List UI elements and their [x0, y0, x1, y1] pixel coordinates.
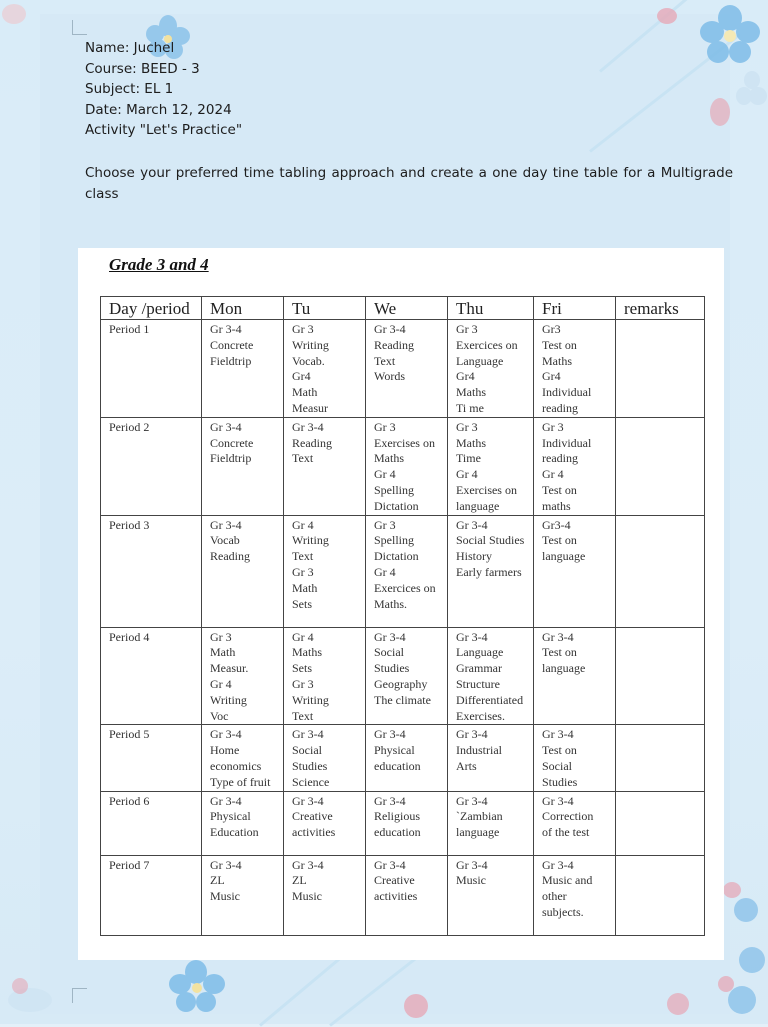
cell-line: Test on: [542, 743, 577, 758]
cell-line: Studies: [292, 758, 328, 773]
cell-line: Test on: [542, 482, 577, 497]
cell-line: Maths: [456, 385, 486, 400]
cell-line: language: [456, 825, 500, 840]
cell-line: Dictation: [374, 549, 419, 564]
cell-line: Gr 4: [292, 629, 314, 644]
tu-cell: [284, 791, 366, 855]
thu-cell: [448, 515, 534, 627]
cell-line: Exercices on: [456, 337, 518, 352]
cell-line: ZL: [292, 873, 307, 888]
cell-line: activities: [292, 825, 336, 840]
cell-line: Vocab: [210, 533, 240, 548]
cell-line: Gr 3-4: [456, 857, 488, 872]
cell-line: Arts: [456, 758, 477, 773]
cell-line: Exercices on: [374, 580, 436, 595]
cell-line: Gr 3-4: [292, 727, 324, 742]
cell-line: Exercises.: [456, 708, 505, 723]
fri-cell: [534, 320, 616, 418]
cell-line: Gr 3-4: [374, 727, 406, 742]
cell-line: Gr 3-4: [456, 793, 488, 808]
column-header: remarks: [616, 297, 705, 320]
course: Course: BEED - 3: [85, 60, 200, 77]
cell-line: Gr 3: [456, 419, 478, 434]
cell-line: `Zambian: [456, 809, 503, 824]
cell-line: Gr 3-4: [374, 793, 406, 808]
cell-line: Gr 3: [210, 629, 232, 644]
cell-line: Gr 3-4: [374, 857, 406, 872]
cell-line: reading: [542, 451, 578, 466]
cell-line: Gr 3: [542, 419, 564, 434]
fri-cell: [534, 725, 616, 791]
table-row: [101, 725, 705, 791]
cell-line: Vocab.: [292, 353, 325, 368]
tu-cell: [284, 515, 366, 627]
cell-line: Individual: [542, 385, 592, 400]
cell-line: reading: [542, 400, 578, 415]
cell-line: Gr 3: [292, 564, 314, 579]
cell-line: Maths: [292, 645, 322, 660]
cell-line: The climate: [374, 692, 431, 707]
cell-line: language: [456, 498, 500, 513]
cell-line: Studies: [374, 661, 410, 676]
fri-cell: [534, 855, 616, 935]
table-row: [101, 855, 705, 935]
cell-line: Test on: [542, 645, 577, 660]
cell-line: Social: [292, 743, 322, 758]
flower-icon: [162, 958, 232, 1018]
corner-mark-icon: [72, 988, 87, 1003]
cell-line: Science: [292, 774, 330, 789]
cell-line: Fieldtrip: [210, 353, 252, 368]
cell-line: economics: [210, 758, 262, 773]
cell-line: Structure: [456, 676, 500, 691]
cell-line: Home: [210, 743, 240, 758]
tu-cell: [284, 855, 366, 935]
cell-line: Math: [292, 385, 318, 400]
cell-line: Dictation: [374, 498, 419, 513]
cell-line: education: [374, 758, 421, 773]
timetable: [100, 296, 705, 936]
cell-line: Math: [292, 580, 318, 595]
cell-line: Geography: [374, 676, 428, 691]
cell-line: Gr3-4: [542, 517, 571, 532]
mon-cell: [202, 725, 284, 791]
cell-line: Exercises on: [374, 435, 435, 450]
remarks-cell: [616, 417, 705, 515]
flower-icon: [396, 988, 436, 1024]
cell-line: Studies: [542, 774, 578, 789]
cell-line: Gr 3-4: [456, 629, 488, 644]
cell-line: Differentiated: [456, 692, 524, 707]
timetable-document: [78, 248, 724, 960]
period-cell: Period 5: [101, 725, 202, 791]
cell-line: Gr 3-4: [542, 629, 574, 644]
flower-icon: [660, 984, 700, 1024]
cell-line: Text: [292, 549, 314, 564]
subject: Subject: EL 1: [85, 81, 174, 97]
cell-line: Gr 3-4: [292, 793, 324, 808]
cell-line: Gr4: [456, 369, 475, 384]
cell-line: Social Studies: [456, 533, 525, 548]
cell-line: Gr 3-4: [456, 517, 488, 532]
period-cell: Period 2: [101, 417, 202, 515]
cell-line: Social: [374, 645, 404, 660]
cell-line: Measur: [292, 400, 328, 415]
cell-line: Gr 4: [210, 676, 232, 691]
cell-line: Gr 3: [456, 322, 478, 336]
flower-icon: [736, 70, 768, 110]
timetable-header-row: [101, 297, 705, 320]
remarks-cell: [616, 515, 705, 627]
thu-cell: [448, 791, 534, 855]
we-cell: [366, 725, 448, 791]
cell-line: Gr 3-4: [210, 793, 242, 808]
cell-line: education: [374, 825, 421, 840]
table-row: [101, 320, 705, 418]
column-header: Mon: [202, 297, 284, 320]
cell-line: Writing: [292, 533, 329, 548]
cell-line: Time: [456, 451, 481, 466]
cell-line: Gr 3-4: [210, 857, 242, 872]
mon-cell: [202, 627, 284, 725]
fri-cell: [534, 417, 616, 515]
mon-cell: [202, 417, 284, 515]
column-header: Tu: [284, 297, 366, 320]
cell-line: Education: [210, 825, 259, 840]
cell-line: Music: [292, 889, 322, 904]
remarks-cell: [616, 791, 705, 855]
cell-line: Type of fruit: [210, 774, 271, 789]
mon-cell: [202, 855, 284, 935]
mon-cell: [202, 791, 284, 855]
cell-line: Ti me: [456, 400, 484, 415]
mon-cell: [202, 320, 284, 418]
cell-line: Gr 3-4: [542, 727, 574, 742]
table-row: [101, 791, 705, 855]
cell-line: Measur.: [210, 661, 249, 676]
thu-cell: [448, 320, 534, 418]
tu-cell: [284, 627, 366, 725]
we-cell: [366, 855, 448, 935]
cell-line: Gr 3-4: [374, 322, 406, 336]
period-cell: Period 3: [101, 515, 202, 627]
cell-line: Gr 4: [456, 467, 478, 482]
cell-line: Religious: [374, 809, 421, 824]
cell-line: maths: [542, 498, 571, 513]
timetable-body: [101, 320, 705, 936]
column-header: Fri: [534, 297, 616, 320]
cell-line: Gr 3-4: [542, 793, 574, 808]
cell-line: Gr 3-4: [292, 419, 324, 434]
cell-line: Gr 3: [374, 517, 396, 532]
cell-line: Test on: [542, 337, 577, 352]
cell-line: Gr 3-4: [456, 727, 488, 742]
cell-line: Language: [456, 353, 504, 368]
mon-cell: [202, 515, 284, 627]
we-cell: [366, 627, 448, 725]
cell-line: Concrete: [210, 337, 254, 352]
flower-icon: [652, 6, 682, 32]
cell-line: Writing: [210, 692, 247, 707]
cell-line: Gr 4: [292, 517, 314, 532]
column-header: Day /period: [101, 297, 202, 320]
we-cell: [366, 417, 448, 515]
cell-line: Gr 4: [374, 564, 396, 579]
cell-line: Sets: [292, 661, 313, 676]
cell-line: Creative: [292, 809, 333, 824]
cell-line: Maths.: [374, 596, 407, 611]
remarks-cell: [616, 855, 705, 935]
cell-line: Math: [210, 645, 236, 660]
cell-line: Gr 3: [292, 676, 314, 691]
cell-line: Industrial: [456, 743, 502, 758]
cell-line: Correction: [542, 809, 594, 824]
we-cell: [366, 515, 448, 627]
period-cell: Period 7: [101, 855, 202, 935]
cell-line: subjects.: [542, 904, 584, 919]
cell-line: Gr 3-4: [542, 857, 574, 872]
cell-line: ZL: [210, 873, 225, 888]
cell-line: other: [542, 889, 567, 904]
cell-line: Creative: [374, 873, 415, 888]
fri-cell: [534, 791, 616, 855]
thu-cell: [448, 855, 534, 935]
cell-line: Spelling: [374, 533, 415, 548]
cell-line: Physical: [374, 743, 415, 758]
remarks-cell: [616, 627, 705, 725]
cell-line: Music: [210, 889, 240, 904]
cell-line: Gr 4: [542, 467, 564, 482]
period-cell: Period 1: [101, 320, 202, 418]
we-cell: [366, 791, 448, 855]
table-row: [101, 627, 705, 725]
cell-line: Sets: [292, 596, 313, 611]
cell-line: Maths: [542, 353, 572, 368]
cell-line: Maths: [374, 451, 404, 466]
cell-line: Spelling: [374, 482, 415, 497]
cell-line: Words: [374, 369, 406, 384]
cell-line: Reading: [210, 549, 250, 564]
cell-line: Fieldtrip: [210, 451, 252, 466]
cell-line: Physical: [210, 809, 251, 824]
cell-line: Writing: [292, 337, 329, 352]
student-info: [85, 38, 735, 141]
period-cell: Period 6: [101, 791, 202, 855]
cell-line: Voc: [210, 708, 229, 723]
cell-line: History: [456, 549, 492, 564]
cell-line: Gr 3-4: [374, 629, 406, 644]
fri-cell: [534, 515, 616, 627]
cell-line: Gr 3-4: [210, 517, 242, 532]
cell-line: Gr4: [542, 369, 561, 384]
cell-line: language: [542, 549, 586, 564]
corner-mark-icon: [72, 20, 87, 35]
cell-line: Music: [456, 873, 486, 888]
thu-cell: [448, 627, 534, 725]
cell-line: language: [542, 661, 586, 676]
table-row: [101, 515, 705, 627]
column-header: We: [366, 297, 448, 320]
cell-line: Gr 4: [374, 467, 396, 482]
tu-cell: [284, 320, 366, 418]
cell-line: Concrete: [210, 435, 254, 450]
cell-line: activities: [374, 889, 418, 904]
flower-icon: [0, 0, 50, 40]
cell-line: Text: [374, 353, 396, 368]
cell-line: Gr 3-4: [292, 857, 324, 872]
cell-line: Gr 3-4: [210, 419, 242, 434]
cell-line: Music and: [542, 873, 593, 888]
cell-line: Grammar: [456, 661, 502, 676]
fri-cell: [534, 627, 616, 725]
thu-cell: [448, 417, 534, 515]
cell-line: of the test: [542, 825, 590, 840]
cell-line: Maths: [456, 435, 486, 450]
document-title: Grade 3 and 4: [109, 255, 209, 274]
cell-line: Reading: [292, 435, 332, 450]
cell-line: Gr 3: [374, 419, 396, 434]
date: Date: March 12, 2024: [85, 101, 232, 118]
cell-line: Gr3: [542, 322, 561, 336]
thu-cell: [448, 725, 534, 791]
remarks-cell: [616, 725, 705, 791]
cell-line: Early farmers: [456, 564, 522, 579]
tu-cell: [284, 725, 366, 791]
tu-cell: [284, 417, 366, 515]
leaf-icon: [0, 960, 70, 1024]
remarks-cell: [616, 320, 705, 418]
table-row: [101, 417, 705, 515]
cell-line: Gr 3-4: [210, 322, 242, 336]
activity-title: Activity "Let's Practice": [85, 122, 243, 138]
cell-line: Text: [292, 451, 314, 466]
column-header: Thu: [448, 297, 534, 320]
we-cell: [366, 320, 448, 418]
instruction-text: Choose your preferred time tabling approach and create a one day tine table for a Multigrade class: [85, 165, 733, 202]
period-cell: Period 4: [101, 627, 202, 725]
cell-line: Social: [542, 758, 572, 773]
cell-line: Gr 3-4: [210, 727, 242, 742]
cell-line: Text: [292, 708, 314, 723]
cell-line: Writing: [292, 692, 329, 707]
cell-line: Gr 3: [292, 322, 314, 336]
cell-line: Test on: [542, 533, 577, 548]
cell-line: Language: [456, 645, 504, 660]
cell-line: Individual: [542, 435, 592, 450]
student-name: Name: Juchel: [85, 40, 175, 56]
cell-line: Reading: [374, 337, 414, 352]
cell-line: Exercises on: [456, 482, 517, 497]
cell-line: Gr4: [292, 369, 311, 384]
